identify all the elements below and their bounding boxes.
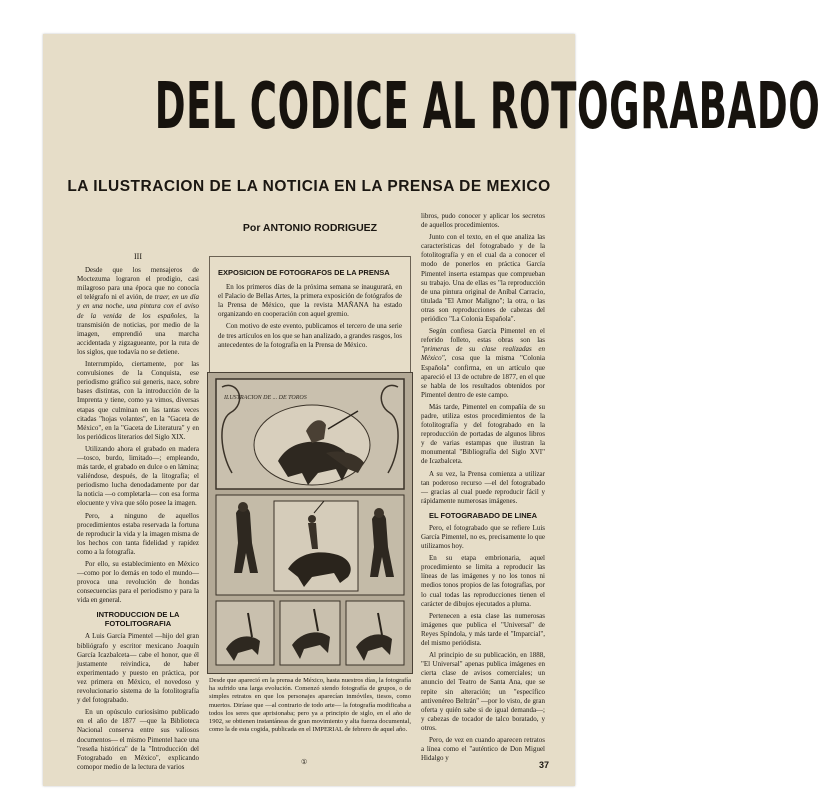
exhibit-notice-box <box>209 256 411 374</box>
right-column <box>421 212 545 766</box>
byline: Por ANTONIO RODRIGUEZ <box>242 222 378 234</box>
right-paragraph-9: Al principio de su publicación, en 1888, "El Universal" apenas publica imágenes en cierta clase de avisos comerciales; un anuncio del Teatro de Santa Ana, que se repite sin alteración; un "específico antivenéreo Beltrán" —por lo visto, de gran oferta y quién sabe si de igual demanda—; y cabezas de tocador de talco boratado, y otros. <box>421 651 545 732</box>
magazine-page <box>43 34 820 786</box>
headline: DEL CODICE AL ROTOGRABADO <box>154 70 820 144</box>
right-paragraph-1: libros, pudo conocer y aplicar los secretos de aquellos procedimientos. <box>421 212 545 230</box>
printer-mark: ① <box>301 758 308 766</box>
left-paragraph-7: En un opúsculo curiosísimo publicado en el año de 1877 —que la Biblioteca Nacional conserva entre sus valiosos documentos— el mismo Pimentel hace una "reseña histórica" de la "Introducción del Fotograbado en México", explicando comopor medio de la lectura de varios <box>77 708 199 771</box>
plate-title: ILUSTRACION DE ... DE TOROS <box>224 395 307 401</box>
right-heading: EL FOTOGRABADO DE LINEA <box>428 510 538 520</box>
section-number: III <box>134 252 142 261</box>
bullfight-illustration-art <box>208 373 412 673</box>
right-paragraph-5: A su vez, la Prensa comienza a utilizar tan poderoso recurso —el del fotograbado— gracias al cual puede reproducir fácil y rápidamente numerosas imágenes. <box>421 469 545 505</box>
right-paragraph-7: En su etapa embrionaria, aquel procedimiento se limita a reproducir las líneas de las imágenes y no los tonos ni medios tonos propios de las fotografías, por lo cual todas las reproducciones tienen el carácter de dibujos ejecutados a pluma. <box>421 554 545 608</box>
page-number: 37 <box>539 760 550 770</box>
right-paragraph-3: Según confiesa García Pimentel en el referido folleto, estas obras son las "primeras de su clase realizadas en México", cosa que la misma "Colonia Española" confirma, en un artículo que apareció el 13 de octubre de 1877, en el que se habla de los resultados obtenidos por Pimentel dentro de este campo. <box>421 327 545 399</box>
left-paragraph-6: A Luis García Pimentel —hijo del gran bibliógrafo y escritor mexicano Joaquín García Icazbalceta— cabe el honor, que él justamente reivindica, de haber experimentado y puesto en práctica, por vez primera en México, el novedoso y revolucionario sistema de la fotolitografía y del fotograbado. <box>77 632 199 705</box>
bullfight-illustration <box>207 372 413 674</box>
illustration-caption: Desde que apareció en la prensa de México, hasta nuestros días, la fotografía ha sufrido una larga evolución. Comenzó siendo fotografía de grupos, o de simples retratos en que los personajes aparecían inmóviles, tiesos, como muertos. Diríase que —al contrario de todo arte— la fotografía modificaba a todos los seres que aprisionaba; pero ya a principio de siglo, en el año de 1902, se obtienen instantáneas de gran movimiento y alta fuerza documental, como la de esta cogida, publicada en el IMPERIAL de febrero de aquel año. <box>209 677 411 734</box>
right-paragraph-2: Junto con el texto, en el que analiza las características del fotograbado y de la fotolitografía y en el cual da a conocer el modo de ponerlos en práctica García Pimentel inserta estampas que comprueban su trabajo. Una de ellas es "la reproducción de una pintura original de Aníbal Carracio, titulada "El Amor Maligno"; la otra, o las otras son reproducciones de cabezas del periódico "La Colonia Española". <box>421 233 545 324</box>
exhibit-paragraph-1: En los primeros días de la próxima semana se inaugurará, en el Palacio de Bellas Artes, la primera exposición de fotógrafos de la Prensa de México, que la revista MAÑANA ha estado organizando en cooperación con aquel gremio. <box>218 283 402 319</box>
right-paragraph-6: Pero, el fotograbado que se refiere Luis García Pimentel, no es, precisamente lo que utilizamos hoy. <box>421 523 545 551</box>
left-paragraph-1: Desde que los mensajeros de Moctezuma lograron el prodigio, casi milagroso para una época que no conocía el telégrafo ni el avión, de traer, en un día y en una noche, una pintura con el aviso de la venida de los españoles, la transmisión de noticias, por medio de la imagen, emprendió una marcha accidentada y zigzagueante, por la ruta de los siglos, que todavía no se detiene. <box>77 266 199 356</box>
subheadline: LA ILUSTRACION DE LA NOTICIA EN LA PRENSA DE MEXICO <box>67 178 551 195</box>
left-paragraph-3: Utilizando ahora el grabado en madera —tosco, burdo, limitado—; empleando, más tarde, el grabado en dulce o en lámina; valiéndose, después, de la litografía; el periodismo lucha denodadamente por dar la noticia —o completarla— con esa forma elocuente y viva que sólo posee la imagen. <box>77 444 199 508</box>
left-paragraph-2: Interrumpido, ciertamente, por las convulsiones de la Conquista, ese periodismo gráfico sui generis, nace, sobre bases distintas, con la introducción de la Imprenta y tiene, como ya vimos, diversas etapas que culminan en las tantas veces citadas "hojas volantes", en la "Gaceta de México", en la "Gaceta de Literatura" y en los periódicos literarios del Siglo XIX. <box>77 360 199 441</box>
left-paragraph-4: Pero, a ninguno de aquellos procedimientos estaba reservada la fortuna de reproducir la vida y la imagen misma de los hechos con tanta fidelidad y rapidez como a la fotografía. <box>77 511 199 556</box>
right-paragraph-10: Pero, de vez en cuando aparecen retratos a línea como el "auténtico de Don Miguel Hidalgo y <box>421 735 545 763</box>
intro-heading: INTRODUCCION DE LA FOTOLITOGRAFIA <box>96 610 180 629</box>
right-paragraph-8: Pertenecen a esta clase las numerosas imágenes que publica el "Universal" de Reyes Spíndola, y más tarde el "Imparcial", del mismo periódista. <box>421 611 545 648</box>
exhibit-paragraph-2: Con motivo de este evento, publicamos el tercero de una serie de tres artículos en los que se han analizado, a grandes rasgos, los antecedentes de la fotografía en la Prensa de México. <box>218 322 402 349</box>
left-column <box>77 252 199 775</box>
left-paragraph-5: Por ello, su establecimiento en México —como por lo demás en todo el mundo— provoca una revolución de hondas consecuencias para el periodismo y para la vida en general. <box>77 560 199 605</box>
right-paragraph-4: Más tarde, Pimentel en compañía de su padre, utiliza estos procedimientos de la fotolitografía y del fotograbado en la reproducción de portadas de algunos libros y de varias estampas que ilustran la monumental "Bibliografía del Siglo XVI" de Icazbalceta. <box>421 402 545 466</box>
exhibit-title: EXPOSICION DE FOTOGRAFOS DE LA PRENSA <box>218 268 390 277</box>
